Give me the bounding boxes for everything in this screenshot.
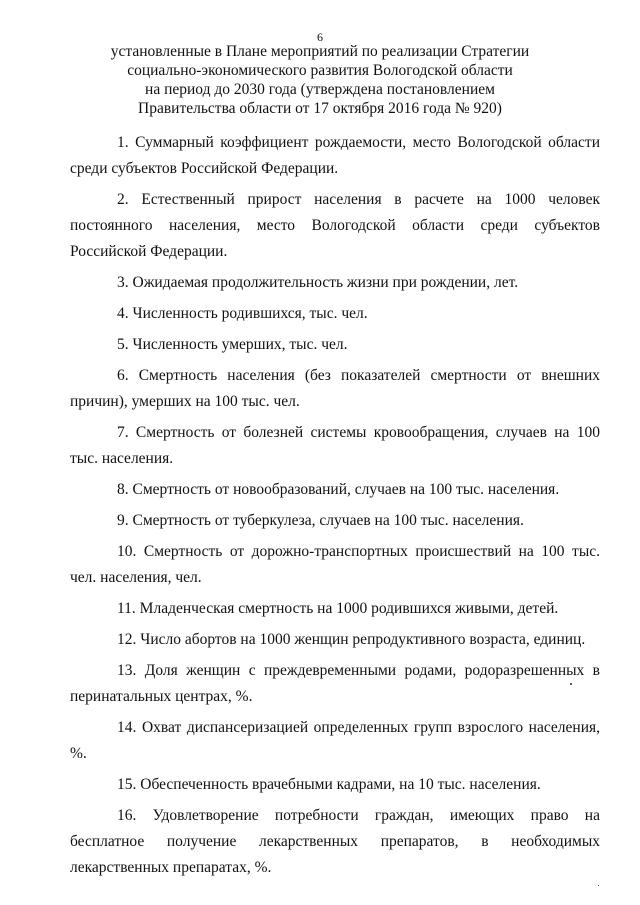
indicator-item: 11. Младенческая смертность на 1000 родившихся живыми, детей.	[117, 600, 559, 617]
indicator-item: 16. Удовлетворение потребности граждан, имеющих право на бесплатное получение лекарственных препаратов, в необходимых лекарственных препаратах, %.	[70, 807, 600, 876]
heading-line: на период до 2030 года (утверждена постановлением	[145, 81, 495, 98]
indicator-item: 4. Численность родившихся, тыс. чел.	[117, 305, 368, 322]
indicator-item: 7. Смертность от болезней системы кровообращения, случаев на 100 тыс. населения.	[70, 424, 600, 467]
heading-line: установленные в Плане мероприятий по реализации Стратегии	[110, 43, 530, 60]
indicator-item: 3. Ожидаемая продолжительность жизни при рождении, лет.	[117, 274, 519, 291]
page-number: 6	[317, 30, 323, 44]
indicator-item: 6. Смертность населения (без показателей смертности от внешних причин), умерших на 100 тыс. чел.	[70, 367, 600, 410]
indicator-list	[70, 130, 600, 886]
indicator-item: 5. Численность умерших, тыс. чел.	[117, 336, 348, 353]
scan-speck	[570, 683, 572, 685]
indicator-item: 10. Смертность от дорожно-транспортных происшествий на 100 тыс. чел. населения, чел.	[70, 543, 600, 586]
indicator-item: 14. Охват диспансеризацией определенных групп взрослого населения, %.	[70, 719, 600, 762]
indicator-item: 15. Обеспеченность врачебными кадрами, на 10 тыс. населения.	[117, 776, 541, 793]
indicator-item: 13. Доля женщин с преждевременными родами, родоразрешенных в перинатальных центрах, %.	[70, 662, 600, 705]
indicator-item: 1. Суммарный коэффициент рождаемости, место Вологодской области среди субъектов Российской Федерации.	[70, 134, 600, 177]
indicator-item: 12. Число абортов на 1000 женщин репродуктивного возраста, единиц.	[117, 631, 586, 648]
heading-line: Правительства области от 17 октября 2016 года № 920)	[138, 100, 502, 117]
indicator-item: 9. Смертность от туберкулеза, случаев на 100 тыс. населения.	[117, 512, 524, 529]
heading-line: социально-экономического развития Вологодской области	[127, 62, 513, 79]
scan-speck	[598, 885, 599, 886]
indicator-item: 8. Смертность от новообразований, случаев на 100 тыс. населения.	[117, 481, 560, 498]
document-heading	[100, 42, 540, 118]
indicator-item: 2. Естественный прирост населения в расчете на 1000 человек постоянного населения, место Вологодской области среди субъектов Российской Федерации.	[70, 191, 600, 260]
